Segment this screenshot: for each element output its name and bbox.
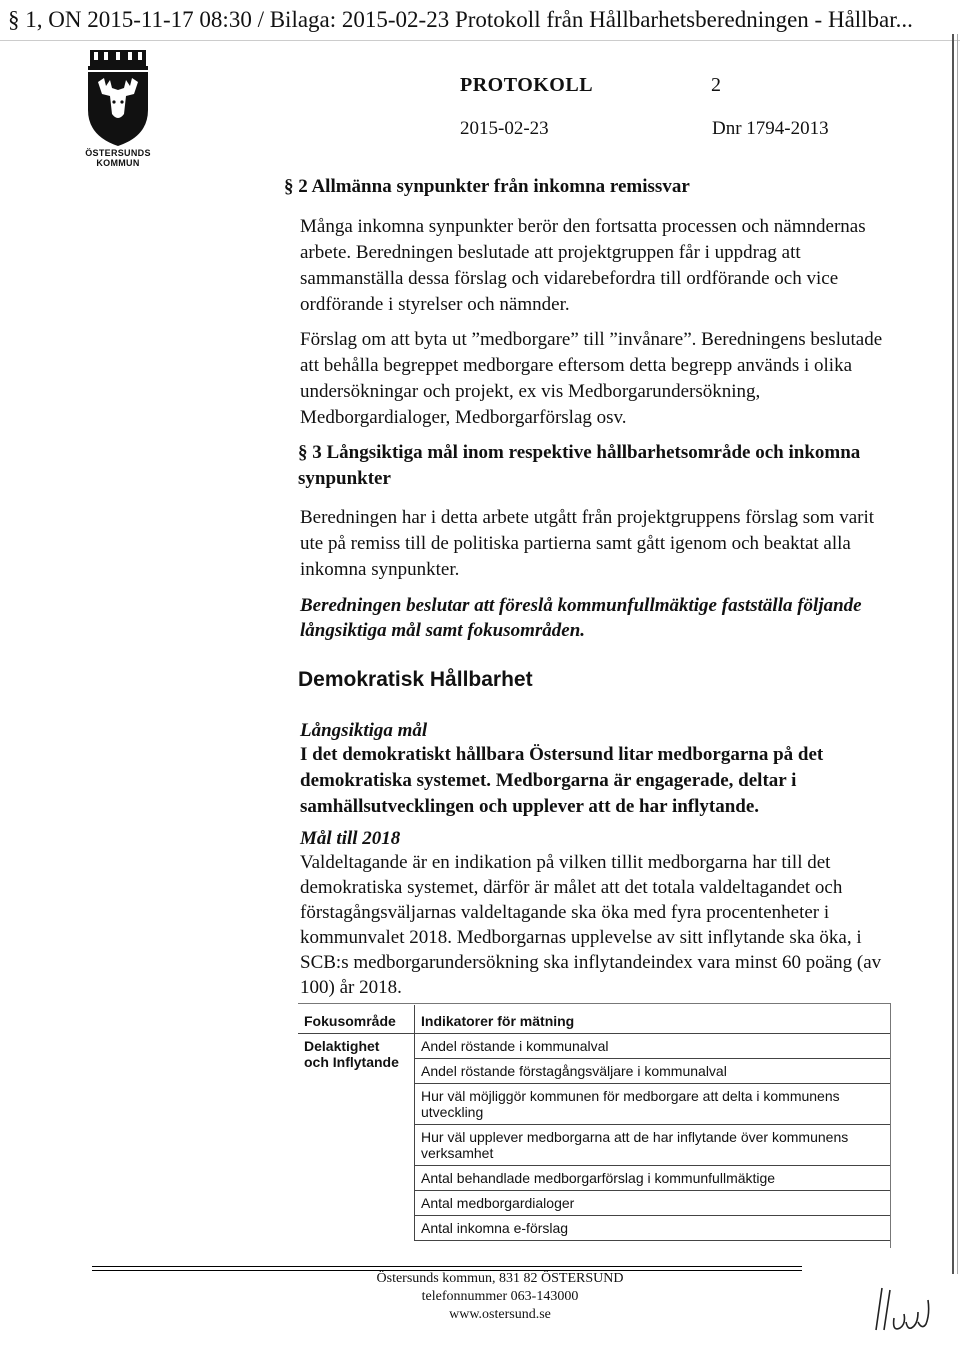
focus-area-line2: och Inflytande bbox=[304, 1054, 399, 1070]
logo-text-line2: KOMMUN bbox=[96, 158, 140, 168]
section2-paragraph2: Förslag om att byta ut ”medborgare” till ”invånare”. Beredningens beslutade att behålla begreppet medborgare eftersom detta begrepp används i olika undersökningar och projekt, ex vis Medborgarundersökning, Medborgardialoger, Medborgarförslag osv. bbox=[300, 329, 883, 428]
democratic-sustainability-heading: Demokratisk Hållbarhet bbox=[298, 668, 533, 691]
page-edge-inner bbox=[957, 34, 958, 1274]
long-term-goal-label: Långsiktiga mål bbox=[300, 720, 428, 741]
footer-divider bbox=[92, 1266, 802, 1267]
focus-area-cell bbox=[298, 1034, 415, 1241]
table-header-focus-area: Fokusområde bbox=[298, 1005, 415, 1034]
section3-paragraph1: Beredningen har i detta arbete utgått från projektgruppens förslag som varit ute på remiss till de politiska partierna samt gått igenom och beaktat alla inkomna synpunkter. bbox=[300, 507, 875, 580]
municipality-logo bbox=[78, 48, 158, 178]
footer-phone: telefonnummer 063-143000 bbox=[421, 1289, 579, 1304]
table-top-border bbox=[298, 1003, 890, 1004]
table-row bbox=[298, 1034, 890, 1059]
indicator-cell: Hur väl upplever medborgarna att de har inflytande över kommunens verksamhet bbox=[415, 1125, 891, 1166]
protocol-date: 2015-02-23 bbox=[460, 118, 549, 139]
handwritten-signature bbox=[868, 1278, 938, 1343]
section2-heading: § 2 Allmänna synpunkter från inkomna remissvar bbox=[284, 176, 690, 197]
indicator-cell: Hur väl möjliggör kommunen för medborgare att delta i kommunens utveckling bbox=[415, 1084, 891, 1125]
footer bbox=[300, 1270, 700, 1324]
indicator-cell: Antal behandlade medborgarförslag i kommunfullmäktige bbox=[415, 1166, 891, 1191]
focus-area-table bbox=[298, 1005, 890, 1241]
section3-decision: Beredningen beslutar att föreslå kommunfullmäktige fastställa följande långsiktiga mål samt fokusområden. bbox=[300, 595, 862, 641]
table-right-border bbox=[890, 1003, 891, 1248]
page-edge bbox=[952, 34, 954, 1274]
document-title-bar: § 1, ON 2015-11-17 08:30 / Bilaga: 2015-02-23 Protokoll från Hållbarhetsberedningen - Hållbar... bbox=[0, 0, 960, 41]
indicator-cell: Andel röstande i kommunalval bbox=[415, 1034, 891, 1059]
coat-of-arms-icon bbox=[84, 48, 152, 148]
long-term-goal-text: I det demokratiskt hållbara Östersund litar medborgarna på det demokratiska systemet. Medborgarna är engagerade, deltar i samhällsutvecklingen och upplever att de har inflytande. bbox=[300, 744, 824, 817]
registration-number: Dnr 1794-2013 bbox=[712, 118, 829, 139]
section3-heading: § 3 Långsiktiga mål inom respektive hållbarhetsområde och inkomna synpunkter bbox=[298, 442, 861, 489]
page-number: 2 bbox=[711, 74, 721, 96]
goal-2018-text: Valdeltagande är en indikation på vilken tillit medborgarna har till det demokratiska systemet, därför är målet att det totala valdeltagandet och förstagångsväljarnas valdeltagande ska öka med fyra procentenheter i kommunvalet 2018. Medborgarnas upplevelse av sitt inflytande ska öka, i SCB:s medborgarundersökning ska inflytandeindex vara minst 60 poäng (av 100) år 2018. bbox=[300, 852, 882, 998]
indicator-cell: Antal medborgardialoger bbox=[415, 1191, 891, 1216]
focus-area-line1: Delaktighet bbox=[304, 1038, 380, 1054]
section2-paragraph1: Många inkomna synpunkter berör den fortsatta processen och nämndernas arbete. Beredningen beslutade att projektgruppen får i uppdrag att sammanställa dessa förslag och vidarebefordra till ordförande och vice ordförande i styrelser och nämnder. bbox=[300, 216, 866, 315]
indicator-cell: Antal inkomna e-förslag bbox=[415, 1216, 891, 1241]
footer-website: www.ostersund.se bbox=[449, 1307, 551, 1322]
signature-icon bbox=[868, 1278, 938, 1338]
goal-2018-label: Mål till 2018 bbox=[300, 828, 401, 849]
indicator-cell: Andel röstande förstagångsväljare i kommunalval bbox=[415, 1059, 891, 1084]
table-header-indicators: Indikatorer för mätning bbox=[415, 1005, 891, 1034]
logo-text-line1: ÖSTERSUNDS bbox=[85, 148, 151, 158]
footer-address: Östersunds kommun, 831 82 ÖSTERSUND bbox=[376, 1271, 624, 1286]
table-header-row bbox=[298, 1005, 890, 1034]
protocol-title: PROTOKOLL bbox=[460, 74, 594, 96]
